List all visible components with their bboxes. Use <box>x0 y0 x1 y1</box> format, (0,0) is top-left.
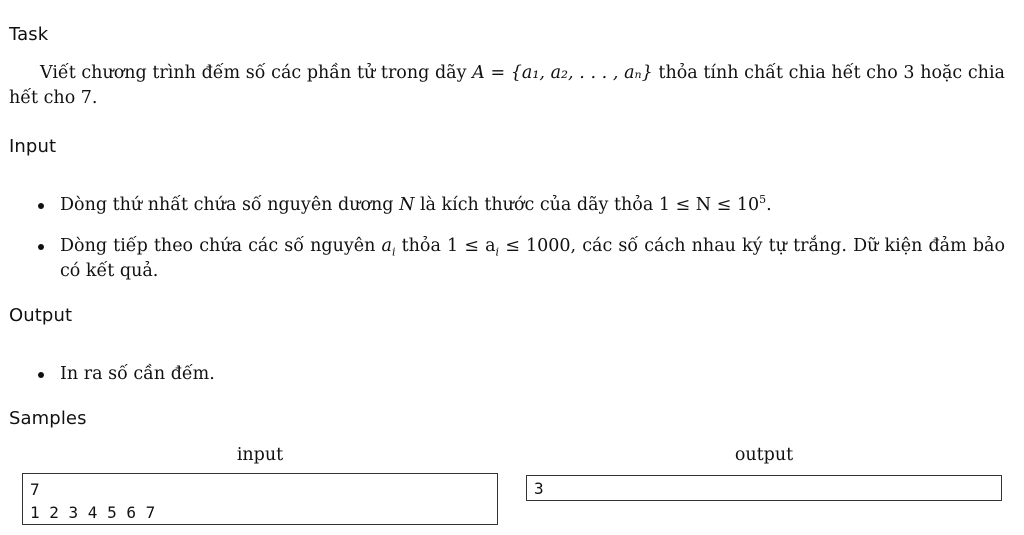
bullet-dot <box>38 244 44 250</box>
bullet2-math-sub: i <box>495 245 500 259</box>
bullet2-pre: Dòng tiếp theo chứa các số nguyên <box>60 236 382 256</box>
sample-input-box <box>22 473 498 525</box>
bullet2-math-b: ≤ 1000 <box>499 236 571 256</box>
task-text-pre: Viết chương trình đếm số các phần tử trong dãy <box>40 63 473 83</box>
bullet2-math-a: 1 ≤ a <box>447 236 496 256</box>
bullet2-var: a <box>381 236 392 256</box>
sample-output-box <box>526 475 1002 501</box>
input-bullet-1 <box>38 193 1005 218</box>
input-bullet-2 <box>38 234 1005 284</box>
output-heading: Output <box>9 305 73 326</box>
sample-output-label: output <box>734 445 794 465</box>
samples-heading: Samples <box>9 408 87 429</box>
bullet1-math: 1 ≤ N ≤ 10 <box>658 195 760 215</box>
bullet2-end: , các số cách nhau ký tự trắng. Dữ kiện đảm bảo có kết quả. <box>60 236 1006 281</box>
task-math-set: A = {a₁, a₂, . . . , aₙ} <box>472 63 653 83</box>
sample-input-line-1: 7 <box>30 480 40 499</box>
input-heading: Input <box>9 136 57 157</box>
output-bullet-1 <box>38 362 1005 387</box>
task-heading: Task <box>9 24 49 45</box>
bullet2-sub: i <box>391 245 396 259</box>
bullet1-var: N <box>399 195 415 215</box>
sample-output-line-1: 3 <box>534 479 544 498</box>
bullet1-mid: là kích thước của dãy thỏa <box>414 195 659 215</box>
bullet1-end: . <box>766 195 772 215</box>
bullet2-mid: thỏa <box>395 236 448 256</box>
task-paragraph <box>9 61 1005 111</box>
bullet1-exp: 5 <box>759 193 767 207</box>
sample-input-line-2: 1 2 3 4 5 6 7 <box>30 503 156 522</box>
bullet-dot <box>38 203 44 209</box>
sample-input-label: input <box>236 445 284 465</box>
task-text-post: thỏa tính chất chia hết cho 3 hoặc chia hết cho 7. <box>9 63 1005 108</box>
bullet1-pre: Dòng thứ nhất chứa số nguyên dương <box>60 195 400 215</box>
output-bullet-text: In ra số cần đếm. <box>60 364 215 384</box>
bullet-dot <box>38 372 44 378</box>
